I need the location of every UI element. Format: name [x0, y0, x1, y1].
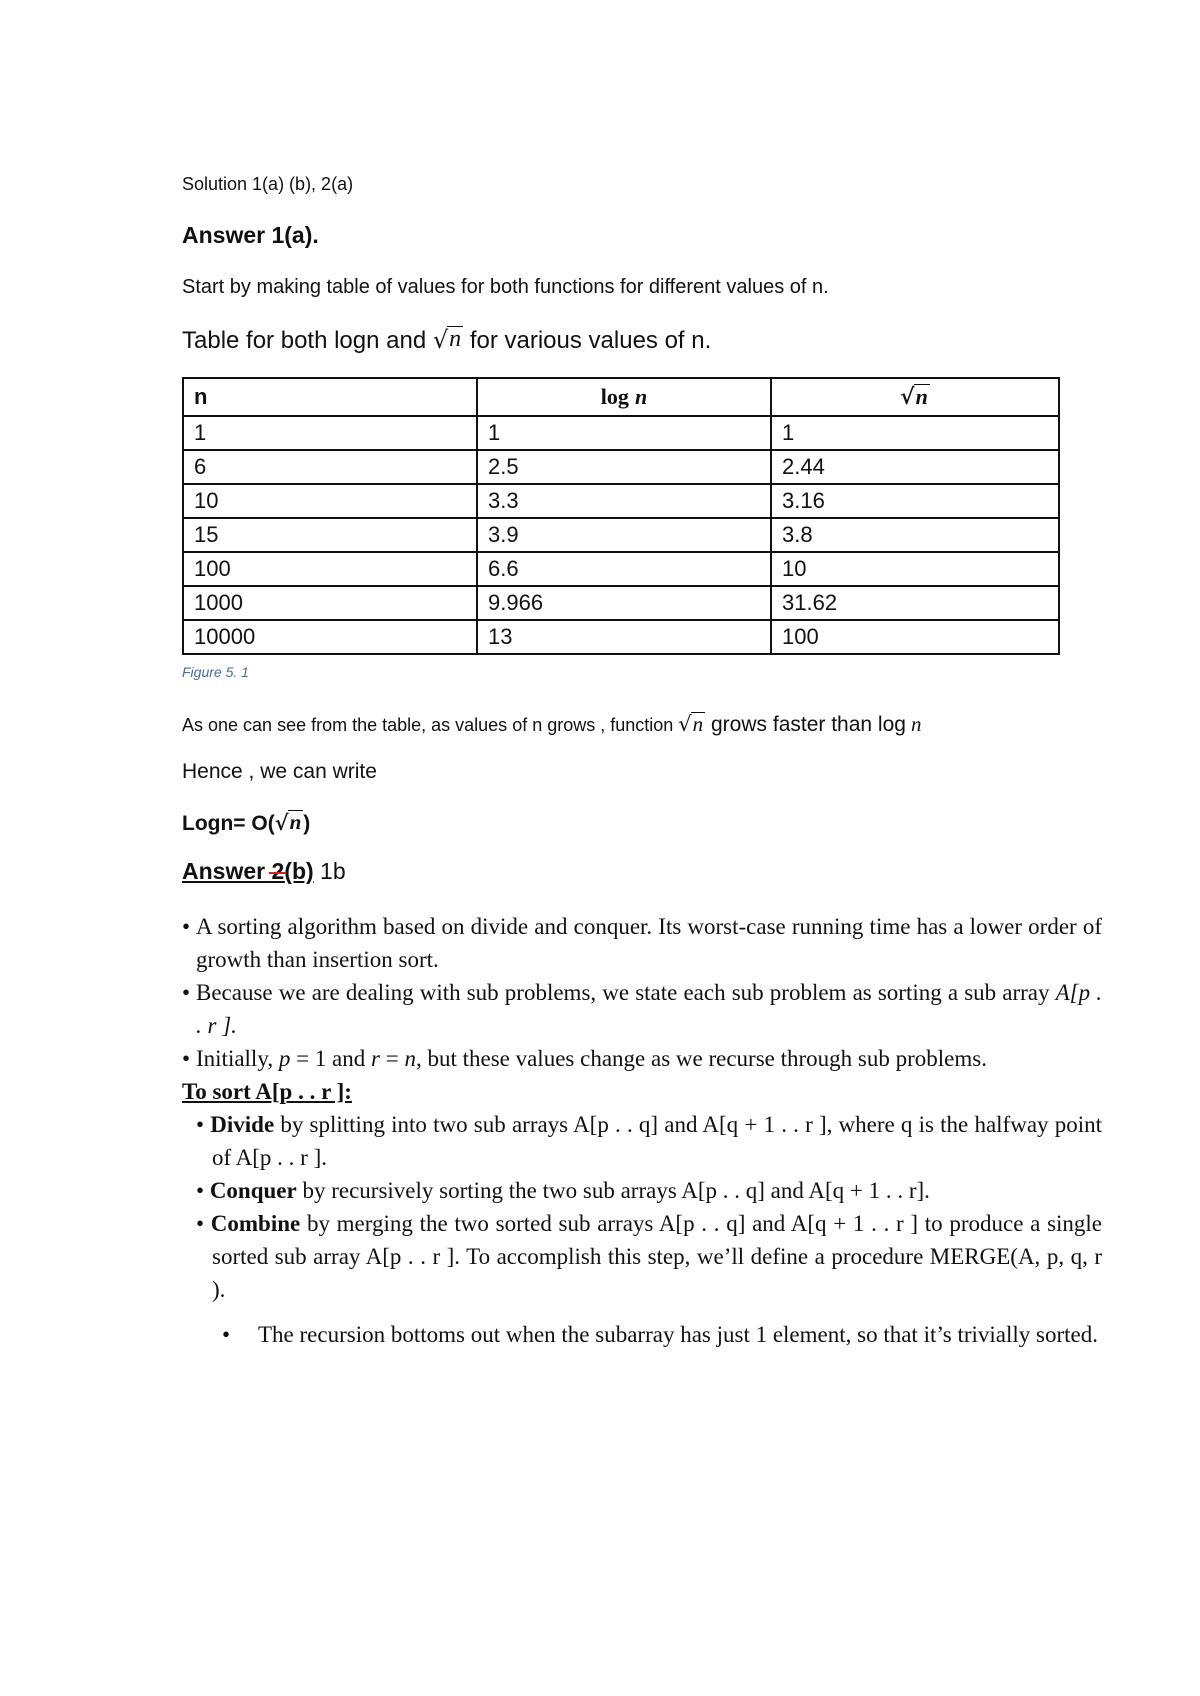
- cell-log: 3.3: [477, 484, 771, 518]
- bullet-dot: •: [222, 1322, 231, 1347]
- big-o-statement: [182, 810, 310, 836]
- observation-before: As one can see from the table, as values of n grows , function: [182, 715, 679, 735]
- table-row: [183, 586, 1059, 620]
- cell-log: 2.5: [477, 450, 771, 484]
- table-row: [183, 620, 1059, 654]
- table-row: [183, 450, 1059, 484]
- bullet-dot: •: [196, 1178, 205, 1203]
- cell-n: 100: [183, 552, 477, 586]
- cell-n: 10000: [183, 620, 477, 654]
- cell-log: 1: [477, 416, 771, 450]
- header-log-label: log: [600, 384, 629, 409]
- cell-n: 1: [183, 416, 477, 450]
- bullet-3-r: r: [371, 1046, 380, 1071]
- big-o-after: ): [303, 812, 311, 835]
- header-sqrt-symbol: [900, 384, 930, 410]
- bullet-3-p: p: [278, 1046, 291, 1071]
- bullet-dot: •: [196, 1211, 205, 1236]
- table-caption-before: Table for both logn and: [182, 327, 433, 354]
- combine-label: Combine: [210, 1211, 301, 1236]
- cell-n: 1000: [183, 586, 477, 620]
- sqrt-symbol: [678, 712, 705, 736]
- cell-sqrt: 1: [771, 416, 1059, 450]
- observation-after: grows faster than log: [705, 713, 906, 736]
- answer2-struck: 2: [271, 858, 285, 884]
- list-item: [182, 1108, 1102, 1174]
- answer-1a-heading: Answer 1(a).: [182, 222, 319, 248]
- table-row: [183, 518, 1059, 552]
- radical-sign: √: [678, 712, 692, 736]
- sqrt-arg: n: [289, 810, 302, 834]
- cell-log: 13: [477, 620, 771, 654]
- header-sqrt-arg: n: [915, 384, 928, 409]
- combine-text: by merging the two sorted sub arrays A[p . . q] and A[q + 1 . . r ] to produce a single sorted sub array A[p . . r ]. To accomplish this step, we’ll define a procedure MERGE(A, p, q, r ).: [212, 1211, 1103, 1302]
- table-caption-after: for various values of n.: [463, 327, 712, 354]
- table-caption: [182, 326, 711, 355]
- table-row: [183, 484, 1059, 518]
- bullet-dot: •: [182, 1046, 191, 1071]
- cell-sqrt: 31.62: [771, 586, 1059, 620]
- radical-sign: √: [900, 384, 915, 410]
- sqrt-arg: n: [449, 326, 462, 352]
- sqrt-symbol: [433, 326, 463, 354]
- cell-sqrt: 2.44: [771, 450, 1059, 484]
- intro-text: Start by making table of values for both functions for different values of n.: [182, 276, 829, 298]
- bullet-3-n: n: [404, 1046, 416, 1071]
- last-bullet-text: The recursion bottoms out when the subarray has just 1 element, so that it’s trivially sorted.: [258, 1322, 1098, 1347]
- header-n: n: [183, 378, 477, 416]
- cell-n: 15: [183, 518, 477, 552]
- list-item: [182, 976, 1102, 1042]
- bullet-3-pre: Initially,: [196, 1046, 279, 1071]
- cell-n: 6: [183, 450, 477, 484]
- table-header-row: [183, 378, 1059, 416]
- list-item: [182, 1042, 1102, 1075]
- list-item: [182, 1207, 1102, 1306]
- list-item: [222, 1318, 1102, 1351]
- header-sqrt: [771, 378, 1059, 416]
- cell-log: 6.6: [477, 552, 771, 586]
- divide-label: Divide: [210, 1112, 275, 1137]
- answer2-suffix: 1b: [313, 858, 346, 884]
- sqrt-arg: n: [692, 712, 704, 736]
- cell-sqrt: 3.16: [771, 484, 1059, 518]
- table-row: [183, 416, 1059, 450]
- figure-caption: Figure 5. 1: [182, 664, 249, 680]
- bullet-3-mid1: = 1 and: [290, 1046, 372, 1071]
- bullet-3-post: , but these values change as we recurse through sub problems.: [415, 1046, 987, 1071]
- radical-sign: √: [274, 810, 289, 835]
- list-item: [182, 910, 1102, 976]
- bullet-dot: •: [182, 980, 191, 1005]
- list-item: [182, 1174, 1102, 1207]
- bullet-2-math: A[p . . r ].: [196, 980, 1102, 1038]
- answer2-label: Answer: [182, 858, 272, 884]
- sqrt-symbol: [275, 810, 304, 835]
- observation-log-arg: n: [910, 712, 922, 736]
- header-log-arg: n: [635, 384, 648, 409]
- cell-log: 9.966: [477, 586, 771, 620]
- radical-sign: √: [432, 326, 449, 354]
- cell-sqrt: 100: [771, 620, 1059, 654]
- bullet-2-text: Because we are dealing with sub problems, we state each sub problem as sorting a sub array: [196, 980, 1056, 1005]
- answer2-label-wrap: [182, 858, 314, 884]
- bullet-dot: •: [182, 914, 191, 939]
- values-table: [182, 377, 1060, 655]
- bullet-dot: •: [196, 1112, 205, 1137]
- cell-log: 3.9: [477, 518, 771, 552]
- bullet-1-text: A sorting algorithm based on divide and conquer. Its worst-case running time has a lower order of growth than insertion sort.: [196, 914, 1102, 972]
- cell-sqrt: 3.8: [771, 518, 1059, 552]
- answer2-rest: (b): [284, 858, 314, 884]
- to-sort-heading: To sort A[p . . r ]:: [182, 1079, 352, 1104]
- conquer-text: by recursively sorting the two sub arrays A[p . . q] and A[q + 1 . . r].: [296, 1178, 930, 1203]
- answer-1b-heading: [182, 858, 346, 885]
- observation-line: [182, 712, 921, 737]
- conquer-label: Conquer: [209, 1178, 297, 1203]
- table-row: [183, 552, 1059, 586]
- header-log: [477, 378, 771, 416]
- solution-line: Solution 1(a) (b), 2(a): [182, 174, 354, 194]
- hence-line: Hence , we can write: [182, 760, 377, 783]
- merge-sort-notes: [182, 910, 1102, 1306]
- cell-sqrt: 10: [771, 552, 1059, 586]
- divide-text: by splitting into two sub arrays A[p . . q] and A[q + 1 . . r ], where q is the halfway point of A[p . . r ].: [212, 1112, 1102, 1170]
- cell-n: 10: [183, 484, 477, 518]
- bullet-3-mid2: =: [379, 1046, 405, 1071]
- big-o-before: Logn= O(: [182, 812, 275, 835]
